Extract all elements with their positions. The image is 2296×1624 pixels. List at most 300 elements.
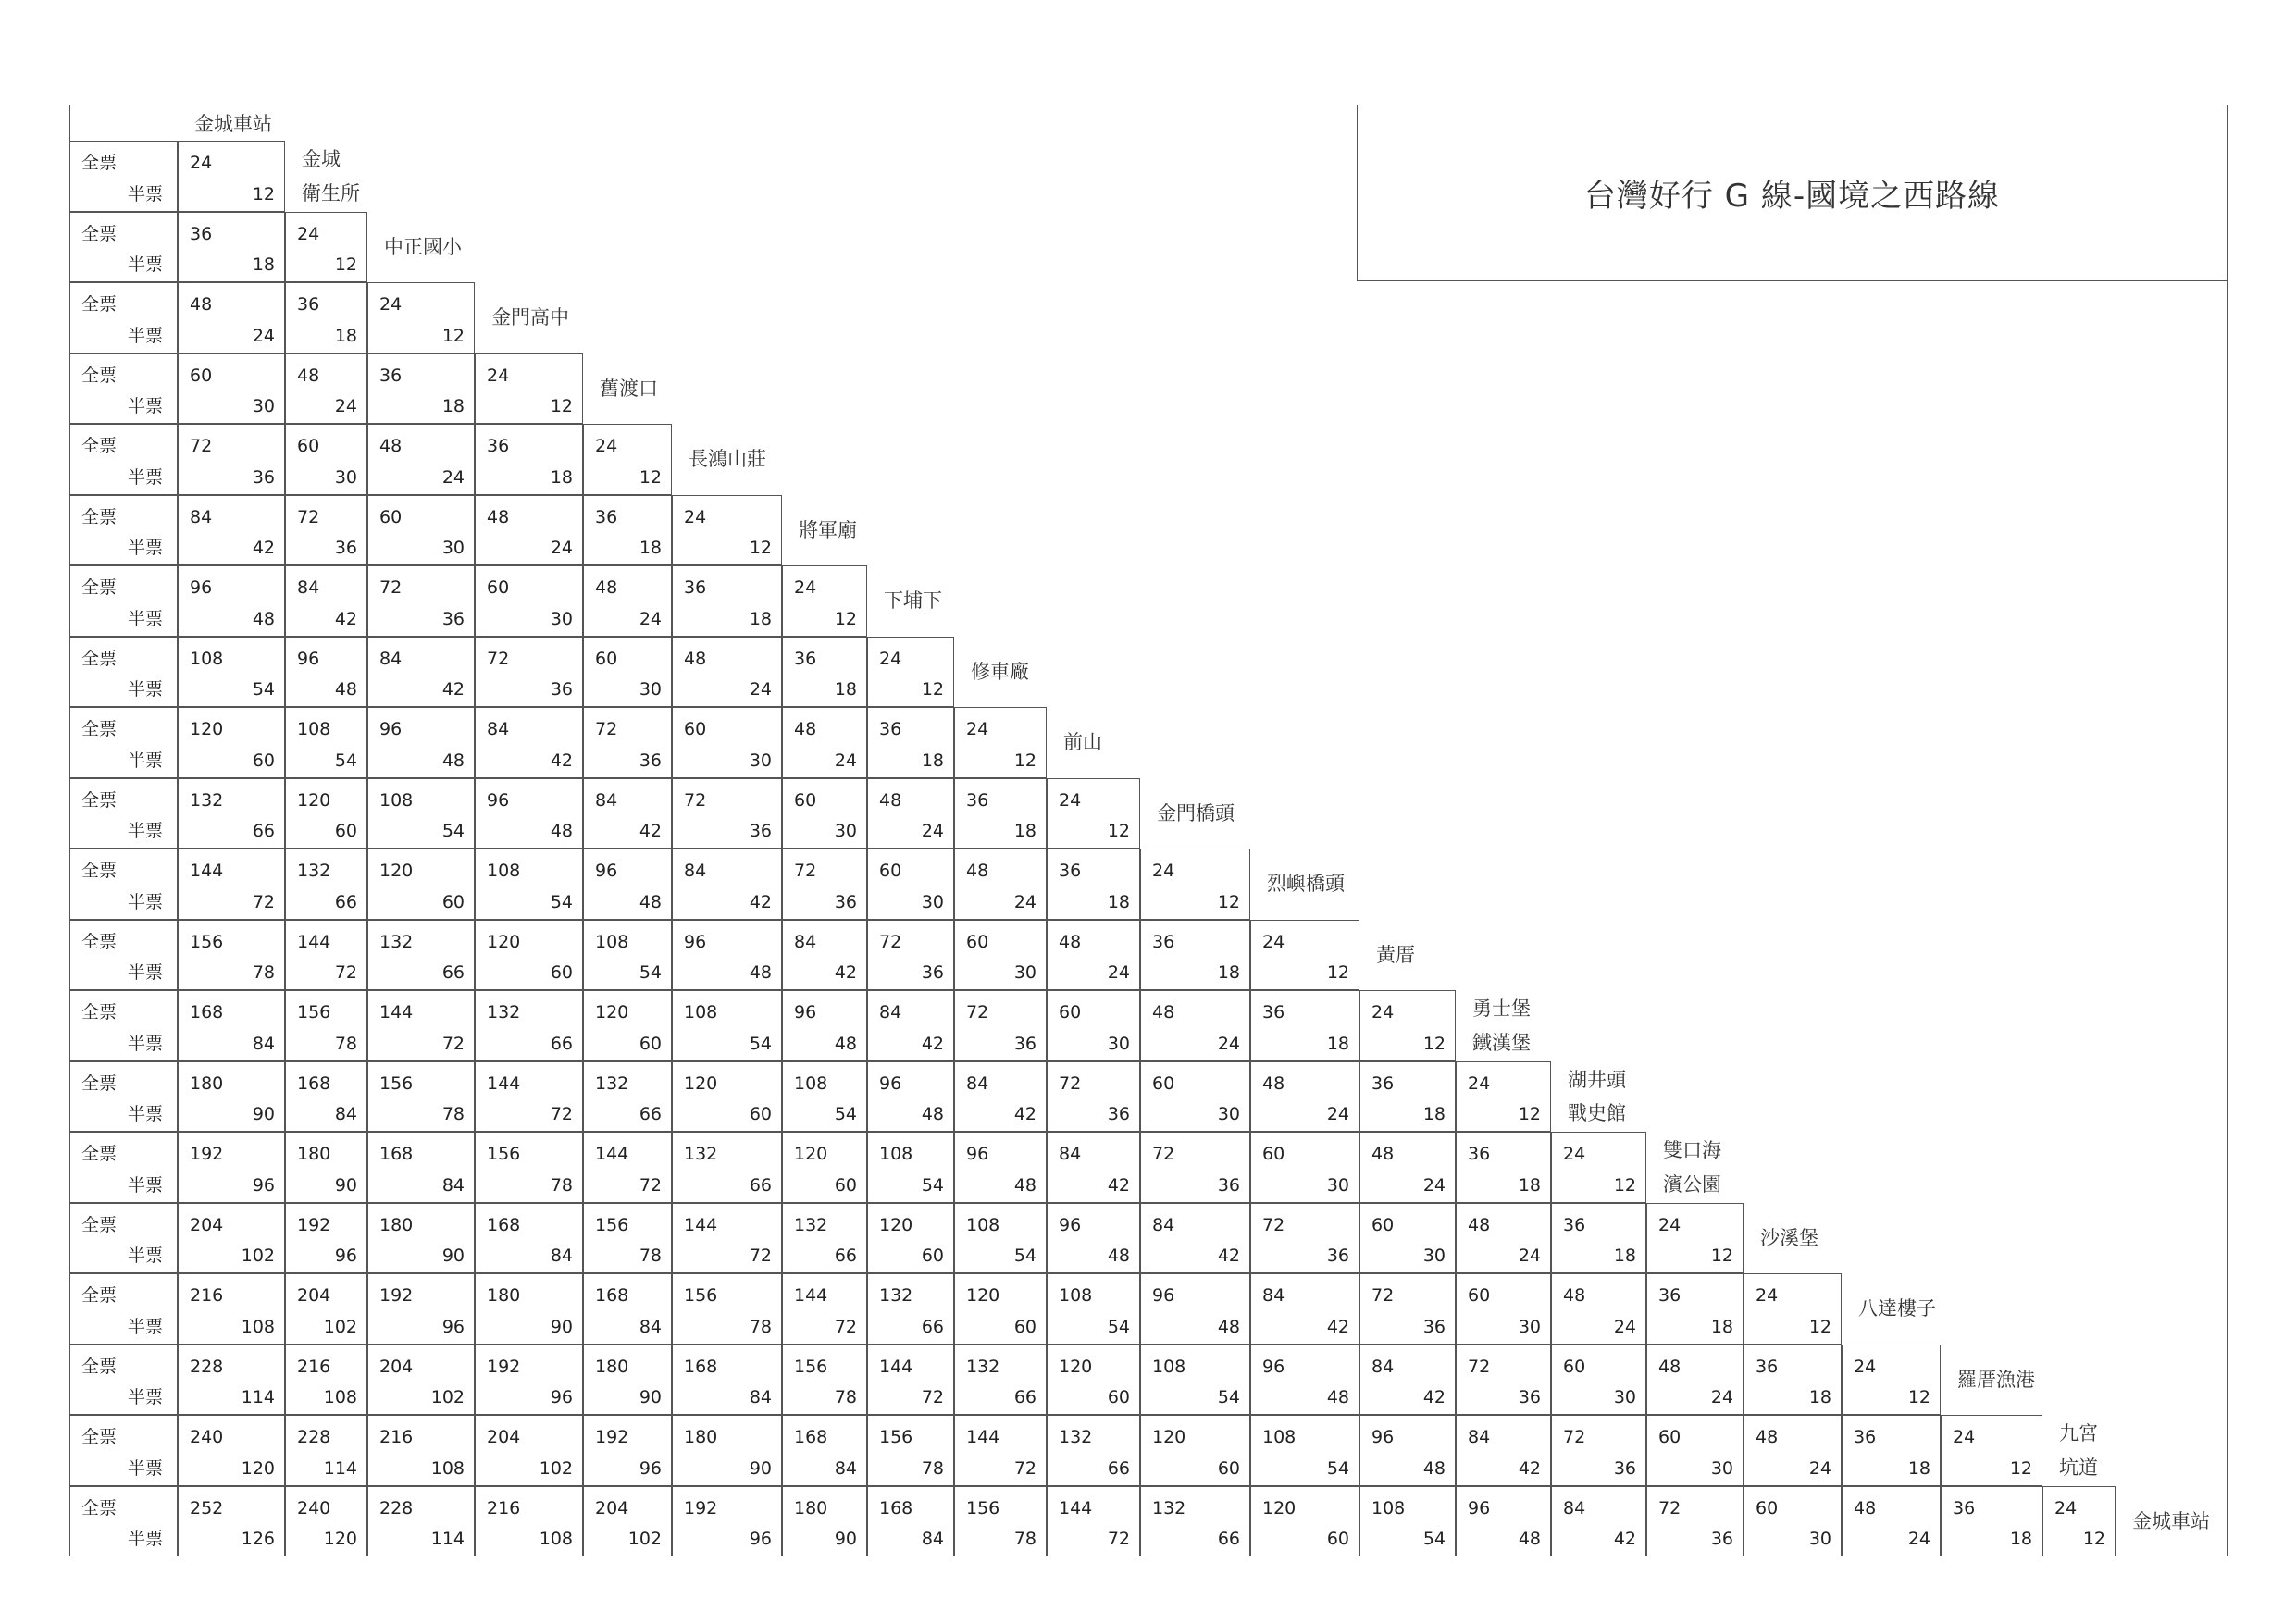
half-fare-value: 12	[1422, 1033, 1446, 1054]
half-fare-value: 102	[323, 1316, 357, 1337]
fare-cell	[867, 990, 954, 1061]
fare-cell	[954, 920, 1047, 991]
fare-cell	[367, 849, 475, 920]
half-fare-value: 66	[639, 1104, 662, 1124]
fare-cell	[367, 990, 475, 1061]
fare-cell	[1646, 1345, 1744, 1416]
full-fare-value: 84	[684, 861, 707, 881]
fare-cell	[178, 1486, 285, 1557]
full-fare-value: 180	[595, 1356, 629, 1377]
fare-cell	[367, 424, 475, 495]
half-fare-value: 60	[921, 1246, 944, 1266]
half-fare-value: 84	[639, 1316, 662, 1337]
full-fare-value: 120	[1059, 1356, 1093, 1377]
fare-cell	[1842, 1486, 1941, 1557]
fare-cell	[1140, 1345, 1250, 1416]
full-fare-value: 24	[1152, 861, 1175, 881]
fare-cell	[178, 1345, 285, 1416]
full-fare-value: 108	[1152, 1356, 1186, 1377]
full-fare-value: 60	[190, 365, 213, 386]
full-fare-value: 204	[595, 1497, 629, 1519]
fare-cell	[475, 849, 583, 920]
full-fare-value: 192	[487, 1356, 521, 1377]
full-fare-label: 全票	[81, 365, 118, 386]
half-fare-value: 60	[334, 821, 357, 841]
half-fare-value: 12	[2082, 1529, 2105, 1549]
full-fare-value: 48	[297, 365, 320, 386]
station-name	[194, 107, 272, 142]
half-fare-value: 18	[1422, 1104, 1446, 1124]
full-fare-label: 全票	[81, 719, 118, 739]
half-fare-value: 60	[252, 750, 275, 771]
fare-cell	[367, 920, 475, 991]
full-fare-label: 全票	[81, 861, 118, 881]
half-fare-value: 78	[550, 1174, 573, 1196]
half-fare-value: 84	[550, 1246, 573, 1266]
fare-cell	[178, 212, 285, 283]
full-fare-value: 24	[794, 577, 817, 598]
fare-cell	[475, 1273, 583, 1345]
half-fare-value: 30	[1013, 962, 1036, 983]
half-fare-value: 30	[1613, 1387, 1636, 1407]
full-fare-value: 96	[1468, 1497, 1491, 1519]
station-name	[1957, 1363, 2035, 1397]
half-fare-value: 54	[334, 750, 357, 771]
fare-label-cell	[69, 920, 178, 991]
station-name	[1157, 797, 1235, 831]
half-fare-value: 36	[441, 608, 465, 629]
fare-label-cell	[69, 1415, 178, 1486]
fare-label-cell	[69, 637, 178, 708]
fare-cell	[1456, 1486, 1551, 1557]
fare-cell	[475, 778, 583, 849]
station-name-line: 勇士堡	[1472, 998, 1531, 1020]
half-fare-value: 84	[834, 1457, 857, 1479]
full-fare-label: 全票	[81, 1285, 118, 1306]
station-name-line: 金城車站	[194, 113, 272, 135]
fare-cell	[1047, 1132, 1140, 1203]
full-fare-value: 60	[879, 861, 902, 881]
half-fare-value: 30	[749, 750, 772, 771]
half-fare-value: 60	[1326, 1529, 1349, 1549]
fare-cell	[178, 424, 285, 495]
full-fare-value: 84	[794, 931, 817, 952]
full-fare-value: 96	[297, 648, 320, 669]
fare-cell	[954, 1132, 1047, 1203]
half-fare-label: 半票	[128, 679, 164, 700]
full-fare-value: 24	[1658, 1214, 1682, 1235]
half-fare-value: 12	[1808, 1316, 1831, 1337]
full-fare-value: 120	[794, 1144, 828, 1164]
fare-cell	[1047, 1273, 1140, 1345]
half-fare-value: 24	[1107, 962, 1130, 983]
fare-cell	[782, 1203, 867, 1274]
half-fare-value: 12	[1710, 1246, 1733, 1266]
fare-label-cell	[69, 1132, 178, 1203]
fare-cell	[178, 920, 285, 991]
half-fare-value: 42	[1326, 1316, 1349, 1337]
station-name	[971, 655, 1029, 689]
half-fare-label: 半票	[128, 466, 164, 488]
fare-cell	[1250, 1061, 1359, 1133]
full-fare-value: 84	[1468, 1427, 1491, 1447]
half-fare-value: 102	[539, 1457, 573, 1479]
fare-cell	[178, 707, 285, 778]
fare-cell	[1359, 1486, 1456, 1557]
half-fare-value: 54	[1326, 1457, 1349, 1479]
half-fare-value: 30	[1710, 1457, 1733, 1479]
fare-label-cell	[69, 1203, 178, 1274]
fare-cell	[1842, 1415, 1941, 1486]
station-name	[1472, 992, 1531, 1060]
fare-cell	[285, 778, 367, 849]
fare-label-cell	[69, 1345, 178, 1416]
fare-cell	[285, 1415, 367, 1486]
fare-cell	[1047, 1486, 1140, 1557]
half-fare-value: 36	[1613, 1457, 1636, 1479]
half-fare-value: 90	[749, 1457, 772, 1479]
fare-cell	[1140, 849, 1250, 920]
half-fare-value: 72	[252, 891, 275, 912]
fare-cell	[867, 1273, 954, 1345]
station-name-line: 金門高中	[491, 306, 569, 329]
half-fare-value: 96	[749, 1529, 772, 1549]
full-fare-value: 36	[1563, 1214, 1586, 1235]
fare-cell	[954, 1061, 1047, 1133]
full-fare-value: 168	[595, 1285, 629, 1306]
fare-cell	[672, 707, 782, 778]
full-fare-value: 36	[595, 506, 618, 527]
fare-cell	[178, 990, 285, 1061]
full-fare-value: 96	[190, 577, 213, 598]
station-name-line: 沙溪堡	[1760, 1226, 1818, 1249]
half-fare-value: 36	[921, 962, 944, 983]
fare-cell	[285, 565, 367, 637]
full-fare-value: 24	[379, 294, 403, 315]
half-fare-value: 114	[430, 1529, 465, 1549]
fare-cell	[867, 1203, 954, 1274]
fare-cell	[285, 1203, 367, 1274]
fare-cell	[954, 1345, 1047, 1416]
half-fare-label: 半票	[128, 750, 164, 771]
station-name-line: 下埔下	[884, 589, 942, 613]
fare-cell	[367, 495, 475, 566]
full-fare-value: 108	[1059, 1285, 1093, 1306]
half-fare-value: 126	[241, 1529, 275, 1549]
half-fare-label: 半票	[128, 821, 164, 841]
full-fare-value: 48	[1854, 1497, 1877, 1519]
fare-cell	[1047, 778, 1140, 849]
fare-cell	[475, 637, 583, 708]
half-fare-value: 72	[921, 1387, 944, 1407]
fare-cell	[1646, 1203, 1744, 1274]
fare-cell	[583, 1345, 672, 1416]
full-fare-value: 36	[1371, 1072, 1395, 1094]
half-fare-label: 半票	[128, 1387, 164, 1407]
full-fare-value: 120	[879, 1214, 913, 1235]
half-fare-value: 66	[921, 1316, 944, 1337]
half-fare-value: 78	[921, 1457, 944, 1479]
full-fare-label: 全票	[81, 931, 118, 952]
fare-cell	[1359, 1273, 1456, 1345]
full-fare-value: 60	[1468, 1285, 1491, 1306]
half-fare-value: 96	[334, 1246, 357, 1266]
half-fare-value: 24	[550, 538, 573, 558]
full-fare-value: 60	[297, 436, 320, 456]
fare-cell	[367, 353, 475, 425]
fare-cell	[954, 1486, 1047, 1557]
half-fare-value: 48	[1518, 1529, 1541, 1549]
half-fare-value: 24	[834, 750, 857, 771]
half-fare-value: 78	[834, 1387, 857, 1407]
half-fare-value: 90	[334, 1174, 357, 1196]
full-fare-value: 132	[966, 1356, 1000, 1377]
full-fare-value: 156	[879, 1427, 913, 1447]
station-name	[884, 584, 942, 618]
fare-cell	[475, 1061, 583, 1133]
fare-cell	[954, 707, 1047, 778]
full-fare-value: 168	[794, 1427, 828, 1447]
half-fare-value: 36	[550, 679, 573, 700]
full-fare-value: 180	[794, 1497, 828, 1519]
fare-cell	[1359, 1415, 1456, 1486]
full-fare-value: 156	[684, 1285, 718, 1306]
fare-cell	[867, 1345, 954, 1416]
half-fare-value: 48	[921, 1104, 944, 1124]
half-fare-value: 84	[749, 1387, 772, 1407]
fare-cell	[672, 849, 782, 920]
full-fare-value: 96	[379, 719, 403, 739]
full-fare-value: 144	[966, 1427, 1000, 1447]
fare-cell	[178, 1415, 285, 1486]
fare-cell	[285, 849, 367, 920]
fare-cell	[583, 1415, 672, 1486]
fare-cell	[1250, 1203, 1359, 1274]
full-fare-value: 24	[487, 365, 510, 386]
full-fare-value: 156	[379, 1072, 414, 1094]
half-fare-value: 36	[1013, 1033, 1036, 1054]
full-fare-value: 48	[1468, 1214, 1491, 1235]
full-fare-value: 120	[1262, 1497, 1297, 1519]
half-fare-label: 半票	[128, 183, 164, 205]
half-fare-value: 78	[639, 1246, 662, 1266]
full-fare-value: 192	[379, 1285, 414, 1306]
full-fare-value: 72	[190, 436, 213, 456]
fare-cell	[1250, 1486, 1359, 1557]
half-fare-value: 60	[834, 1174, 857, 1196]
station-name-line: 羅厝漁港	[1957, 1368, 2035, 1391]
half-fare-value: 12	[1107, 821, 1130, 841]
full-fare-value: 156	[487, 1144, 521, 1164]
full-fare-value: 156	[595, 1214, 629, 1235]
fare-cell	[954, 990, 1047, 1061]
half-fare-value: 24	[749, 679, 772, 700]
fare-cell	[782, 1132, 867, 1203]
full-fare-value: 36	[487, 436, 510, 456]
full-fare-value: 84	[190, 506, 213, 527]
full-fare-value: 48	[1371, 1144, 1395, 1164]
fare-cell	[867, 1061, 954, 1133]
station-name	[384, 230, 462, 265]
half-fare-value: 30	[550, 608, 573, 629]
fare-cell	[1359, 1203, 1456, 1274]
fare-cell	[1456, 1203, 1551, 1274]
half-fare-value: 60	[550, 962, 573, 983]
fare-cell	[583, 990, 672, 1061]
fare-cell	[367, 637, 475, 708]
fare-cell	[1941, 1486, 2042, 1557]
full-fare-value: 144	[379, 1002, 414, 1023]
half-fare-value: 96	[441, 1316, 465, 1337]
half-fare-value: 12	[334, 254, 357, 275]
half-fare-value: 54	[441, 821, 465, 841]
half-fare-value: 42	[1422, 1387, 1446, 1407]
half-fare-value: 42	[441, 679, 465, 700]
station-name-line: 舊渡口	[600, 377, 658, 400]
half-fare-value: 60	[1107, 1387, 1130, 1407]
full-fare-value: 36	[1658, 1285, 1682, 1306]
fare-cell	[1047, 1415, 1140, 1486]
full-fare-value: 144	[487, 1072, 521, 1094]
half-fare-value: 84	[441, 1174, 465, 1196]
station-name-line: 長鴻山莊	[689, 448, 766, 471]
fare-label-cell	[69, 212, 178, 283]
station-name-line: 八達樓子	[1858, 1297, 1936, 1320]
half-fare-value: 42	[550, 750, 573, 771]
fare-cell	[1250, 1132, 1359, 1203]
station-name	[302, 143, 360, 211]
full-fare-value: 108	[190, 648, 224, 669]
fare-cell	[672, 1345, 782, 1416]
fare-cell	[1359, 1132, 1456, 1203]
half-fare-label: 半票	[128, 254, 164, 275]
full-fare-value: 48	[487, 506, 510, 527]
full-fare-value: 24	[297, 223, 320, 244]
half-fare-value: 102	[430, 1387, 465, 1407]
full-fare-label: 全票	[81, 1497, 118, 1519]
half-fare-value: 12	[252, 183, 275, 205]
fare-cell	[1047, 920, 1140, 991]
half-fare-value: 48	[334, 679, 357, 700]
half-fare-value: 30	[252, 396, 275, 416]
half-fare-value: 108	[539, 1529, 573, 1549]
half-fare-label: 半票	[128, 1174, 164, 1196]
half-fare-value: 72	[834, 1316, 857, 1337]
full-fare-value: 36	[1468, 1144, 1491, 1164]
fare-cell	[583, 1486, 672, 1557]
fare-cell	[867, 707, 954, 778]
full-fare-value: 96	[1262, 1356, 1285, 1377]
full-fare-value: 24	[190, 153, 213, 173]
full-fare-value: 120	[297, 789, 331, 811]
half-fare-value: 114	[241, 1387, 275, 1407]
fare-cell	[285, 282, 367, 353]
fare-cell	[1140, 990, 1250, 1061]
half-fare-value: 36	[1326, 1246, 1349, 1266]
half-fare-value: 78	[334, 1033, 357, 1054]
full-fare-value: 96	[1152, 1285, 1175, 1306]
full-fare-value: 204	[190, 1214, 224, 1235]
half-fare-value: 42	[749, 891, 772, 912]
full-fare-value: 180	[190, 1072, 224, 1094]
half-fare-value: 66	[749, 1174, 772, 1196]
full-fare-value: 36	[1152, 931, 1175, 952]
half-fare-value: 24	[334, 396, 357, 416]
fare-cell	[583, 495, 672, 566]
half-fare-value: 36	[749, 821, 772, 841]
fare-cell	[367, 1061, 475, 1133]
full-fare-value: 48	[379, 436, 403, 456]
fare-cell	[178, 495, 285, 566]
station-name	[1568, 1063, 1626, 1132]
half-fare-value: 30	[441, 538, 465, 558]
fare-cell	[1551, 1415, 1646, 1486]
fare-cell	[583, 1273, 672, 1345]
full-fare-value: 120	[190, 719, 224, 739]
half-fare-value: 12	[639, 466, 662, 488]
half-fare-value: 24	[1013, 891, 1036, 912]
full-fare-value: 216	[190, 1285, 224, 1306]
full-fare-value: 36	[794, 648, 817, 669]
half-fare-value: 24	[1422, 1174, 1446, 1196]
full-fare-value: 60	[684, 719, 707, 739]
half-fare-value: 30	[1217, 1104, 1240, 1124]
half-fare-value: 18	[1326, 1033, 1349, 1054]
fare-cell	[867, 1415, 954, 1486]
fare-cell	[178, 141, 285, 212]
half-fare-value: 48	[1013, 1174, 1036, 1196]
full-fare-value: 168	[487, 1214, 521, 1235]
half-fare-value: 18	[1613, 1246, 1636, 1266]
full-fare-value: 72	[1152, 1144, 1175, 1164]
fare-label-cell	[69, 707, 178, 778]
half-fare-value: 30	[334, 466, 357, 488]
station-name-line: 前山	[1063, 731, 1102, 754]
fare-cell	[1140, 1061, 1250, 1133]
full-fare-value: 108	[966, 1214, 1000, 1235]
full-fare-value: 60	[1059, 1002, 1082, 1023]
full-fare-value: 192	[595, 1427, 629, 1447]
full-fare-value: 36	[1262, 1002, 1285, 1023]
full-fare-value: 96	[595, 861, 618, 881]
half-fare-value: 54	[639, 962, 662, 983]
fare-cell	[782, 1273, 867, 1345]
fare-cell	[1140, 1486, 1250, 1557]
fare-cell	[285, 990, 367, 1061]
full-fare-value: 48	[595, 577, 618, 598]
fare-cell	[672, 637, 782, 708]
half-fare-value: 18	[2009, 1529, 2032, 1549]
fare-cell	[1551, 1345, 1646, 1416]
half-fare-value: 42	[1107, 1174, 1130, 1196]
fare-cell	[1842, 1345, 1941, 1416]
fare-cell	[954, 849, 1047, 920]
fare-label-cell	[69, 141, 178, 212]
full-fare-value: 168	[684, 1356, 718, 1377]
full-fare-value: 120	[487, 931, 521, 952]
half-fare-value: 60	[749, 1104, 772, 1124]
fare-cell	[1359, 1061, 1456, 1133]
full-fare-value: 24	[1262, 931, 1285, 952]
fare-cell	[475, 495, 583, 566]
full-fare-value: 24	[1953, 1427, 1976, 1447]
full-fare-value: 216	[297, 1356, 331, 1377]
fare-cell	[178, 637, 285, 708]
fare-cell	[367, 707, 475, 778]
half-fare-value: 72	[550, 1104, 573, 1124]
half-fare-label: 半票	[128, 325, 164, 346]
half-fare-label: 半票	[128, 891, 164, 912]
